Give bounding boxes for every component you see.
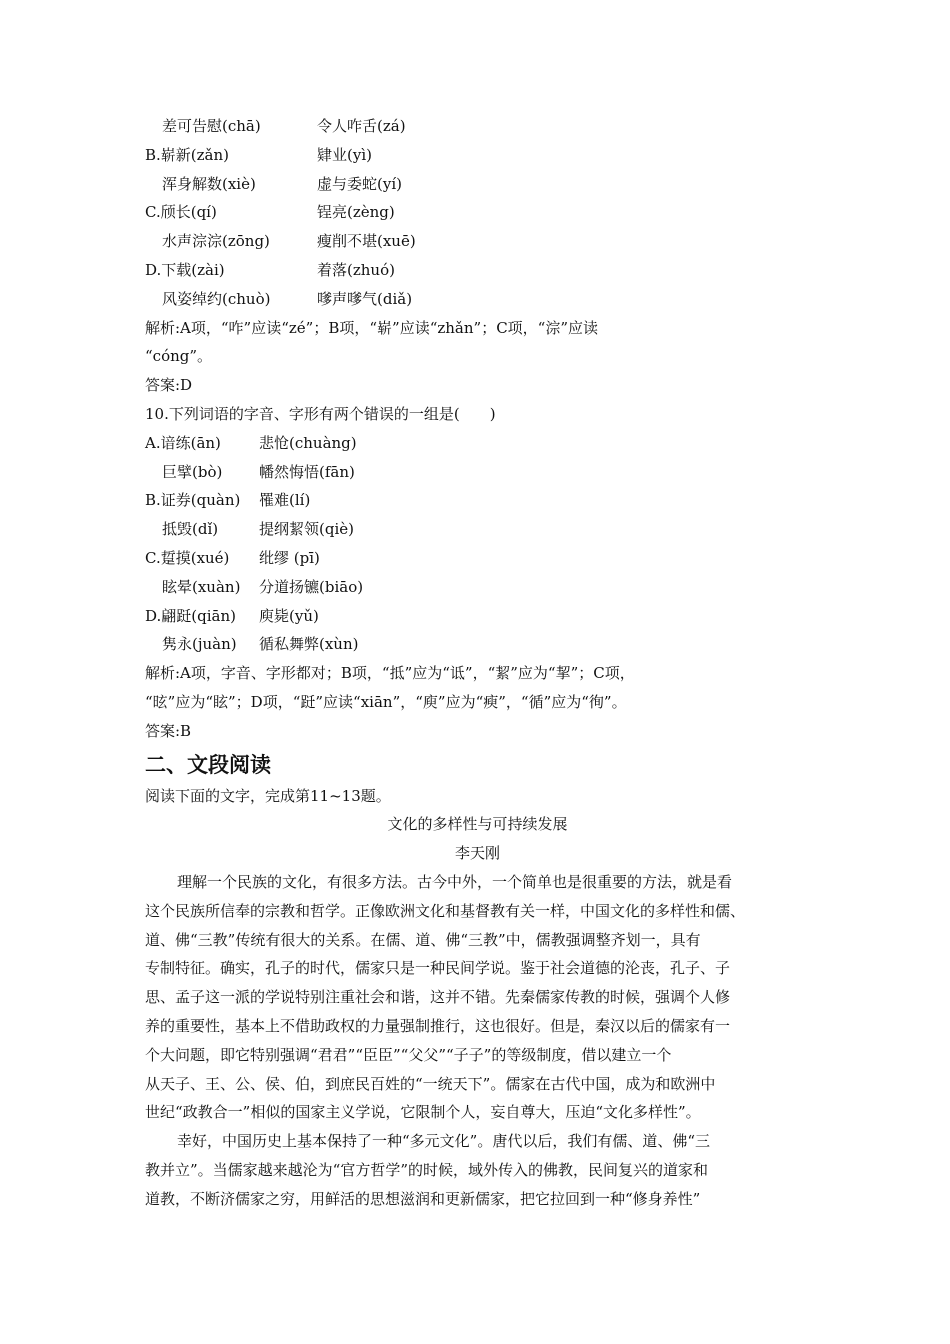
paragraph-line: 思、孟子这一派的学说特别注重社会和谐，这并不错。先秦儒家传教的时候，强调个人修 xyxy=(145,988,731,1007)
reading-instruction: 阅读下面的文字，完成第11~13题。 xyxy=(145,786,391,805)
paragraph-line: 幸好，中国历史上基本保持了一种“多元文化”。唐代以后，我们有儒、道、佛“三 xyxy=(177,1132,711,1151)
q9-option-c-line2 xyxy=(145,227,810,256)
q9-option-b-line1 xyxy=(145,141,810,170)
paragraph-line: 这个民族所信奉的宗教和哲学。正像欧洲文化和基督教有关一样，中国文化的多样性和儒、 xyxy=(145,901,746,920)
q10-option-b-word3: 抵毁(dǐ) xyxy=(162,520,219,539)
q10-option-d-word1: D.翩跹(qiān) xyxy=(145,606,236,625)
q10-option-b-word1: B.证券(quàn) xyxy=(145,491,241,510)
q9-option-c-word4: 瘦削不堪(xuē) xyxy=(317,232,416,251)
q10-option-a-line2 xyxy=(145,458,810,487)
q10-option-a-line1 xyxy=(145,429,810,458)
q9-option-c-word1: C.颀长(qí) xyxy=(145,203,217,222)
article-paragraph-1 xyxy=(145,868,810,1127)
paragraph-line: 世纪“政教合一”相似的国家主义学说，它限制个人，妄自尊大，压迫“文化多样性”。 xyxy=(145,1103,701,1122)
q9-option-d-word1: D.下载(zài) xyxy=(145,260,225,279)
q9-option-a-line2 xyxy=(145,112,810,141)
q9-answer: 答案:D xyxy=(145,376,193,395)
paragraph-line: 道、佛“三教”传统有很大的关系。在儒、道、佛“三教”中，儒教强调整齐划一，具有 xyxy=(145,930,701,949)
paragraph-line: 专制特征。确实，孔子的时代，儒家只是一种民间学说。鉴于社会道德的沦丧，孔子、子 xyxy=(145,959,731,978)
q10-option-c-word1: C.踅摸(xué) xyxy=(145,548,230,567)
q9-option-b-word3: 浑身解数(xiè) xyxy=(162,174,256,193)
paragraph-line: 从天子、王、公、侯、伯，到庶民百姓的“一统天下”。儒家在古代中国，成为和欧洲中 xyxy=(145,1074,716,1093)
q10-option-a-word3: 巨擘(bò) xyxy=(162,462,223,481)
q9-option-a-word4: 令人咋舌(zá) xyxy=(317,117,406,135)
q9-option-d-word2: 着落(zhuó) xyxy=(317,260,395,279)
q10-option-c-word2: 纰缪 (pī) xyxy=(259,548,320,567)
page-content xyxy=(145,112,810,1213)
q10-option-b-line2 xyxy=(145,515,810,544)
q9-option-b-word4: 虚与委蛇(yí) xyxy=(317,174,402,193)
q9-analysis-line1: 解析:A项，“咋”应读“zé”；B项，“崭”应读“zhǎn”；C项，“淙”应读 xyxy=(145,318,599,337)
q9-option-d-line1 xyxy=(145,256,810,285)
q10-option-c-line2 xyxy=(145,573,810,602)
q10-option-b-word4: 提纲絜领(qiè) xyxy=(259,520,354,539)
q9-analysis-line2: “cóng”。 xyxy=(145,347,213,366)
q10-option-a-word1: A.谙练(ān) xyxy=(145,433,221,452)
section-heading: 二、文段阅读 xyxy=(145,752,271,777)
q9-option-c-line1 xyxy=(145,198,810,227)
q10-option-d-word3: 隽永(juàn) xyxy=(162,635,237,654)
q10-option-a-word4: 幡然悔悟(fān) xyxy=(259,462,355,481)
q10-answer: 答案:B xyxy=(145,721,192,740)
q10-analysis-line2: “昡”应为“眩”；D项，“跹”应读“xiān”，“庾”应为“瘐”，“循”应为“徇”。 xyxy=(145,692,627,711)
q10-analysis-line1: 解析:A项，字音、字形都对；B项，“抵”应为“诋”，“絜”应为“挈”；C项， xyxy=(145,664,635,683)
q10-option-b-line1 xyxy=(145,486,810,515)
q10-option-a-word2: 悲怆(chuàng) xyxy=(259,433,357,452)
paragraph-line: 个大问题，即它特别强调“君君”“臣臣”“父父”“子子”的等级制度，借以建立一个 xyxy=(145,1045,672,1064)
q10-option-d-word2: 庾毙(yǔ) xyxy=(259,606,319,625)
q9-option-d-word3: 风姿绰约(chuò) xyxy=(162,289,271,308)
article-title: 文化的多样性与可持续发展 xyxy=(387,815,568,834)
article-author: 李天刚 xyxy=(454,844,500,863)
q9-option-b-word1: B.崭新(zǎn) xyxy=(145,145,230,164)
paragraph-line: 道教，不断济儒家之穷，用鲜活的思想滋润和更新儒家，把它拉回到一种“修身养性” xyxy=(145,1189,701,1208)
q9-option-c-word2: 锃亮(zèng) xyxy=(317,203,395,222)
q10-option-c-word4: 分道扬镳(biāo) xyxy=(259,577,364,596)
paragraph-line: 理解一个民族的文化，有很多方法。古今中外，一个简单也是很重要的方法，就是看 xyxy=(177,872,733,891)
q10-option-c-line1 xyxy=(145,544,810,573)
q10-option-d-line2 xyxy=(145,630,810,659)
q10-option-d-word4: 循私舞弊(xùn) xyxy=(259,635,359,654)
paragraph-line: 养的重要性，基本上不借助政权的力量强制推行，这也很好。但是，秦汉以后的儒家有一 xyxy=(145,1016,731,1035)
q10-question: 10.下列词语的字音、字形有两个错误的一组是( ) xyxy=(145,404,496,423)
q9-option-b-word2: 肄业(yì) xyxy=(317,145,372,164)
q10-option-d-line1 xyxy=(145,602,810,631)
q9-option-d-word4: 嗲声嗲气(diǎ) xyxy=(317,289,413,308)
q10-option-b-word2: 罹难(lí) xyxy=(259,491,311,510)
paragraph-line: 教并立”。当儒家越来越沦为“官方哲学”的时候，域外传入的佛教，民间复兴的道家和 xyxy=(145,1160,709,1179)
q9-option-c-word3: 水声淙淙(zōng) xyxy=(162,232,270,251)
q10-option-c-word3: 眩晕(xuàn) xyxy=(162,577,241,596)
q9-option-b-line2 xyxy=(145,170,810,199)
q9-option-d-line2 xyxy=(145,285,810,314)
article-paragraph-2 xyxy=(145,1127,810,1213)
q9-option-a-word3: 差可告慰(chā) xyxy=(162,117,261,135)
